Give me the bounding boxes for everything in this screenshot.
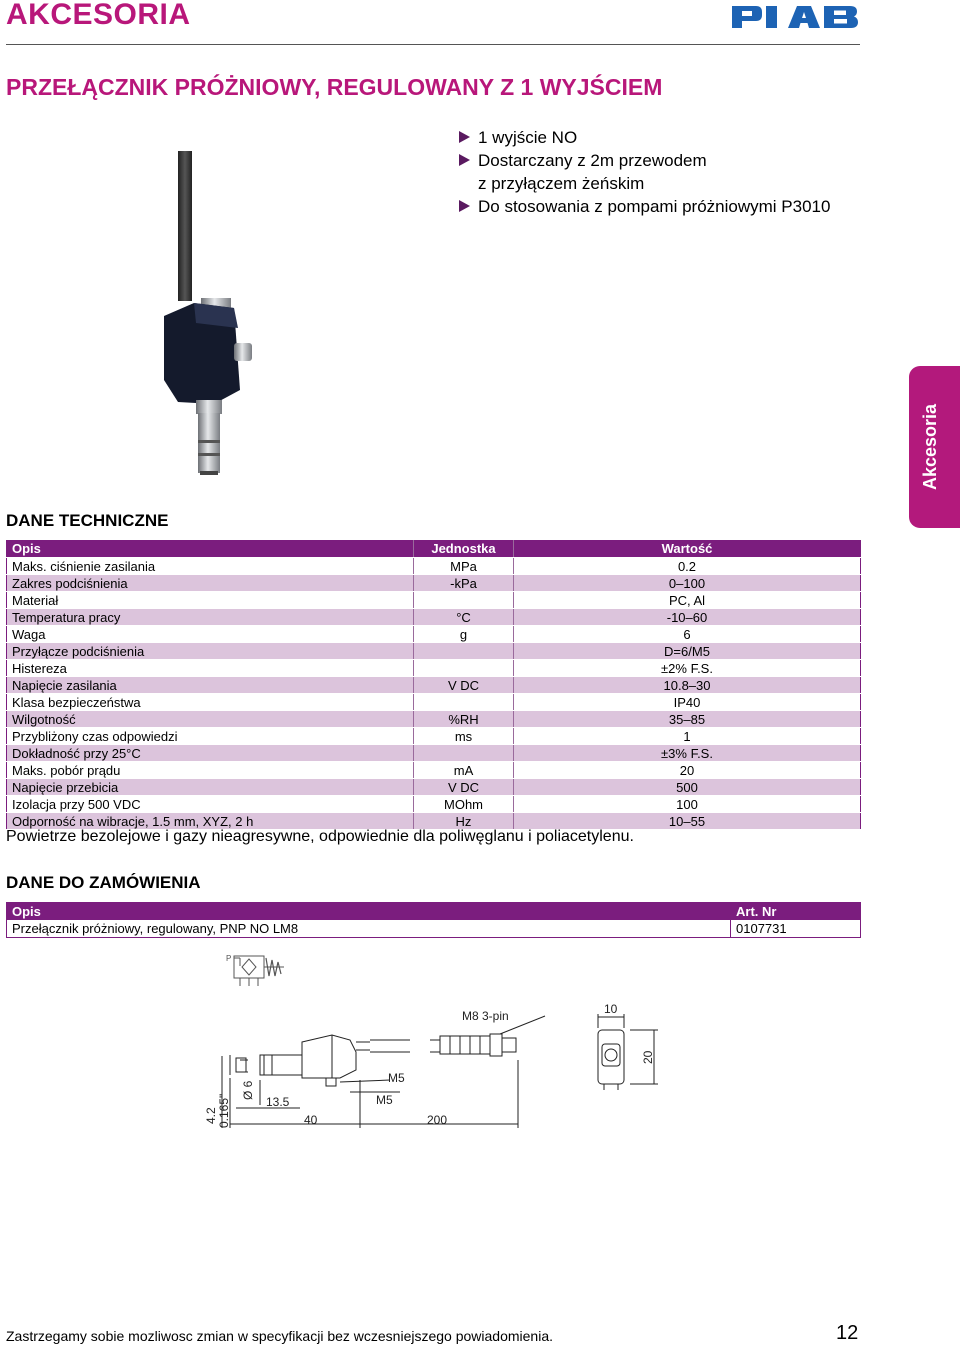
table-row	[7, 677, 861, 694]
column-header: Art. Nr	[731, 903, 861, 921]
table-cell: Klasa bezpieczeństwa	[7, 694, 414, 711]
table-cell: V DC	[414, 779, 514, 796]
table-cell	[414, 694, 514, 711]
table-cell: Izolacja przy 500 VDC	[7, 796, 414, 813]
table-cell: IP40	[514, 694, 861, 711]
table-cell: Waga	[7, 626, 414, 643]
table-body	[7, 558, 861, 830]
table-cell: Zakres podciśnienia	[7, 575, 414, 592]
feature-item: Dostarczany z 2m przewodem z przyłączem żeńskim	[458, 149, 830, 195]
table-row	[7, 643, 861, 660]
bullet-arrow-icon	[459, 200, 470, 212]
table-cell	[414, 592, 514, 609]
table-header-row	[7, 903, 861, 921]
table-cell: 20	[514, 762, 861, 779]
page-number: 12	[836, 1322, 859, 1344]
dimension-label: 13.5	[266, 1095, 290, 1109]
table-cell: Maks. pobór prądu	[7, 762, 414, 779]
thread-label-m5: M5	[388, 1071, 405, 1085]
table-cell: ms	[414, 728, 514, 745]
table-cell: 10–55	[514, 813, 861, 830]
table-header-row	[7, 540, 861, 558]
table-row	[7, 779, 861, 796]
table-cell: 0.2	[514, 558, 861, 575]
feature-item: 1 wyjście NO	[458, 126, 830, 149]
table-cell: ±3% F.S.	[514, 745, 861, 762]
column-header: Opis	[7, 540, 414, 558]
bullet-arrow-icon	[459, 154, 470, 166]
table-row	[7, 745, 861, 762]
header-rule	[6, 44, 860, 45]
table-cell: 0–100	[514, 575, 861, 592]
table-cell: PC, Al	[514, 592, 861, 609]
table-cell	[414, 745, 514, 762]
table-cell: Napięcie zasilania	[7, 677, 414, 694]
table-cell: Przyłącze podciśnienia	[7, 643, 414, 660]
table-row	[7, 762, 861, 779]
table-cell: Materiał	[7, 592, 414, 609]
table-cell: -kPa	[414, 575, 514, 592]
table-cell: Maks. ciśnienie zasilania	[7, 558, 414, 575]
table-cell	[414, 660, 514, 677]
table-cell: Przybliżony czas odpowiedzi	[7, 728, 414, 745]
table-row	[7, 813, 861, 830]
table-cell: Odporność na wibracje, 1.5 mm, XYZ, 2 h	[7, 813, 414, 830]
footer-disclaimer: Zastrzegamy sobie mozliwosc zmian w specyfikacji bez wczesniejszego powiadomienia.	[6, 1328, 553, 1344]
table-cell: 10.8–30	[514, 677, 861, 694]
dimension-label: 4.2	[204, 1107, 218, 1124]
feature-list	[458, 126, 830, 218]
section-title: AKCESORIA	[6, 0, 191, 31]
table-row	[7, 796, 861, 813]
product-title: PRZEŁĄCZNIK PRÓŻNIOWY, REGULOWANY Z 1 WYJŚCIEM	[6, 74, 663, 100]
table-cell: 0107731	[731, 920, 861, 938]
table-cell: Histereza	[7, 660, 414, 677]
table-row	[7, 711, 861, 728]
dimension-label: 200	[427, 1113, 448, 1127]
symbol-p-label: P	[226, 954, 232, 963]
dimension-label: 10	[604, 1002, 618, 1016]
table-cell: ±2% F.S.	[514, 660, 861, 677]
table-row	[7, 575, 861, 592]
table-cell: MPa	[414, 558, 514, 575]
table-cell: -10–60	[514, 609, 861, 626]
product-photo	[138, 148, 280, 488]
dimension-label: 20	[641, 1050, 655, 1064]
table-cell: %RH	[414, 711, 514, 728]
table-row	[7, 626, 861, 643]
table-row	[7, 694, 861, 711]
piab-logo	[730, 5, 860, 29]
order-data-table	[6, 902, 861, 938]
table-cell: 35–85	[514, 711, 861, 728]
connector-label: M8 3-pin	[462, 1009, 509, 1023]
technical-data-title: DANE TECHNICZNE	[6, 511, 169, 530]
column-header: Jednostka	[414, 540, 514, 558]
table-cell: Hz	[414, 813, 514, 830]
table-cell: 500	[514, 779, 861, 796]
technical-data-table	[6, 539, 861, 830]
table-cell: Wilgotność	[7, 711, 414, 728]
dimension-drawing	[200, 1000, 670, 1135]
table-cell: V DC	[414, 677, 514, 694]
dimension-label: 0.165"	[217, 1093, 231, 1128]
table-cell: Przełącznik próżniowy, regulowany, PNP NO LM8	[12, 921, 299, 936]
table-row	[7, 609, 861, 626]
table-row	[7, 920, 861, 938]
thread-label-m5: M5	[376, 1093, 393, 1107]
table-cell: D=6/M5	[514, 643, 861, 660]
table-row	[7, 660, 861, 677]
media-note: Powietrze bezolejowe i gazy nieagresywne, odpowiednie dla poliwęglanu i poliacetylenu.	[6, 828, 634, 845]
table-row	[7, 592, 861, 609]
dimension-label: 40	[304, 1113, 318, 1127]
table-cell: mA	[414, 762, 514, 779]
table-cell: Napięcie przebicia	[7, 779, 414, 796]
order-data-title: DANE DO ZAMÓWIENIA	[6, 873, 201, 892]
table-cell: 6	[514, 626, 861, 643]
table-cell: 100	[514, 796, 861, 813]
side-tab: Akcesoria	[909, 366, 960, 528]
bullet-arrow-icon	[459, 131, 470, 143]
table-row	[7, 728, 861, 745]
table-cell	[414, 643, 514, 660]
table-cell: Dokładność przy 25°C	[7, 745, 414, 762]
table-row	[7, 558, 861, 575]
table-cell: g	[414, 626, 514, 643]
column-header: Wartość	[514, 540, 861, 558]
switch-symbol-diagram	[222, 950, 288, 990]
feature-item: Do stosowania z pompami próżniowymi P3010	[458, 195, 830, 218]
table-cell: MOhm	[414, 796, 514, 813]
dimension-label: Ø 6	[241, 1080, 255, 1100]
table-cell: Temperatura pracy	[7, 609, 414, 626]
column-header: Opis	[7, 903, 731, 921]
table-cell: °C	[414, 609, 514, 626]
table-cell: 1	[514, 728, 861, 745]
